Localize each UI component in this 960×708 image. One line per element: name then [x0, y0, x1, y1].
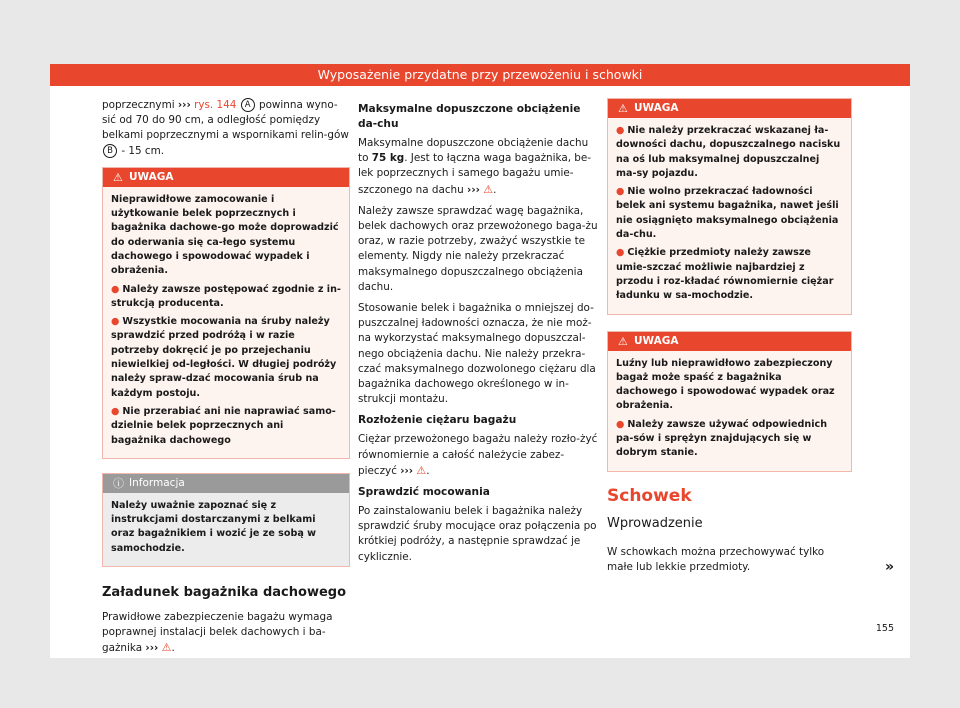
- info-box: [102, 473, 350, 567]
- subheading-max-load: Maksymalne dopuszczone obciążenie da-chu: [358, 103, 581, 130]
- warning-triangle-icon: ⚠: [618, 102, 628, 115]
- continue-arrow-icon: »: [884, 559, 894, 575]
- body-paragraph: Po zainstalowaniu belek i bagażnika należy sprawdzić śruby mocujące oraz połączenia po krótkiej podróży, a następnie sprawdzać je cyklicznie.: [358, 505, 597, 563]
- bullet-icon: ●: [616, 186, 625, 198]
- cross-reference-arrows: ›››: [400, 464, 414, 477]
- bullet-icon: ●: [616, 125, 625, 136]
- warning-bullet: ● Wszystkie mocowania na śruby należy sprawdzić przed podróżą i w razie potrzeby dokręcić je po przejechaniu niewielkiej od-ległości. W długiej podróży należy spraw-dzać mocowania śrub na każdym postoju.: [111, 316, 337, 399]
- warning-header: ⚠ UWAGA: [103, 168, 349, 187]
- column-2: [358, 98, 600, 571]
- subheading-check-mountings: Sprawdzić mocowania: [358, 486, 490, 499]
- intro-paragraph: poprzecznymi ››› rys. 144 A powinna wyno-sić od 70 do 90 cm, a odległość pomiędzy belkami poprzecznymi a wspornikami relin-gów B - 15 cm.: [102, 99, 349, 157]
- marker-b: B: [103, 144, 117, 158]
- document-page: [50, 64, 910, 658]
- warning-triangle-icon[interactable]: ⚠: [161, 641, 172, 655]
- cross-reference-arrows: ›››: [145, 642, 159, 655]
- warning-box-1: [102, 167, 350, 459]
- column-3: [607, 98, 852, 581]
- warning-box-3: [607, 331, 852, 472]
- warning-text: Nieprawidłowe zamocowanie i użytkowanie belek poprzecznych i bagażnika dachowe-go może doprowadzić do oderwania się ca-łego systemu dachowego i spowodować wypadek i obrażenia.: [111, 193, 339, 277]
- cross-reference-arrows: ›››: [467, 183, 480, 196]
- warning-bullet: ● Należy zawsze postępować zgodnie z in-strukcją producenta.: [111, 283, 341, 309]
- section-heading: Załadunek bagażnika dachowego: [102, 585, 347, 601]
- info-header: ⓘ Informacja: [103, 474, 349, 493]
- page-number: 155: [875, 623, 894, 634]
- warning-text: Luźny lub nieprawidłowo zabezpieczony bagaż może spaść z bagażnika dachowego i spowodować wypadek oraz obrażenia.: [616, 357, 835, 412]
- body-paragraph: Maksymalne dopuszczone obciążenie dachu to 75 kg. Jest to łączna waga bagażnika, be-lek poprzecznych i samego bagażu umie-szczonego na dachu ››› ⚠.: [358, 137, 592, 196]
- cross-reference-arrows: ›››: [177, 99, 191, 111]
- warning-triangle-icon: ⚠: [618, 334, 628, 348]
- bullet-icon: ●: [111, 316, 120, 328]
- warning-bullet: ● Nie należy przekraczać wskazanej ła-downości dachu, dopuszczalnego nacisku na oś lub maksymalnej dopuszczalnej ma-sy pojazdu.: [616, 125, 841, 179]
- warning-bullet: ● Ciężkie przedmioty należy zawsze umie-szczać możliwie najbardziej z przodu i roz-kładać równomiernie ciężar ładunku w sa-mochodzie.: [616, 247, 834, 302]
- warning-bullet: ● Należy zawsze używać odpowiednich pa-sów i sprężyn znajdujących się w dobrym stanie.: [616, 418, 828, 459]
- warning-header: ⚠ UWAGA: [608, 99, 851, 118]
- info-text: Należy uważnie zapoznać się z instrukcjami dostarczanymi z belkami oraz bagażnikiem i wozić je ze sobą w samochodzie.: [111, 499, 317, 554]
- body-paragraph: W schowkach można przechowywać tylko małe lub lekkie przedmioty.: [607, 545, 825, 573]
- chapter-title: Schowek: [607, 485, 692, 506]
- body-paragraph: Ciężar przewożonego bagażu należy rozło-żyć równomiernie a całość należycie zabez-pieczyć ››› ⚠.: [358, 433, 598, 477]
- info-icon: ⓘ: [113, 476, 124, 490]
- figure-link[interactable]: rys. 144: [194, 99, 237, 111]
- bullet-icon: ●: [111, 405, 120, 417]
- marker-a: A: [241, 98, 255, 112]
- warning-bullet: ● Nie przerabiać ani nie naprawiać samo-dzielnie belek poprzecznych ani bagażnika dachowego: [111, 405, 336, 446]
- column-1: [102, 98, 350, 663]
- bullet-icon: ●: [616, 247, 625, 259]
- warning-header: ⚠ UWAGA: [608, 332, 851, 351]
- warning-triangle-icon[interactable]: ⚠: [416, 463, 427, 477]
- subheading-weight-distribution: Rozłożenie ciężaru bagażu: [358, 414, 517, 427]
- bullet-icon: ●: [111, 283, 120, 295]
- warning-triangle-icon: ⚠: [113, 170, 123, 184]
- warning-triangle-icon[interactable]: ⚠: [483, 182, 494, 196]
- bullet-icon: ●: [616, 418, 625, 430]
- body-paragraph: Prawidłowe zabezpieczenie bagażu wymaga poprawnej instalacji belek dachowych i ba-gażnika ››› ⚠.: [102, 611, 333, 655]
- chapter-subtitle: Wprowadzenie: [607, 515, 703, 531]
- warning-box-2: [607, 98, 852, 315]
- body-paragraph: Stosowanie belek i bagażnika o mniejszej do-puszczalnej ładowności oznacza, że nie moż-na wykorzystać maksymalnego dopuszczal-nego obciążenia dachu. Nie należy przekra-czać maksymalnego dozwolonego ciężaru dla bagażnika dachowego określonego w in-strukcji montażu.: [358, 302, 596, 406]
- page-header: Wyposażenie przydatne przy przewożeniu i schowki: [50, 64, 910, 86]
- max-load-value: 75 kg: [371, 152, 405, 165]
- body-paragraph: Należy zawsze sprawdzać wagę bagażnika, belek dachowych oraz przewożonego baga-żu oraz, w razie potrzeby, zważyć wszystkie te elementy. Nigdy nie należy przekraczać maksymalnego dopuszczalnego obciążenia dachu.: [358, 204, 598, 293]
- warning-bullet: ● Nie wolno przekraczać ładowności belek ani systemu bagażnika, nawet jeśli nie osiągnięto maksymalnego obciążenia da-chu.: [616, 186, 839, 241]
